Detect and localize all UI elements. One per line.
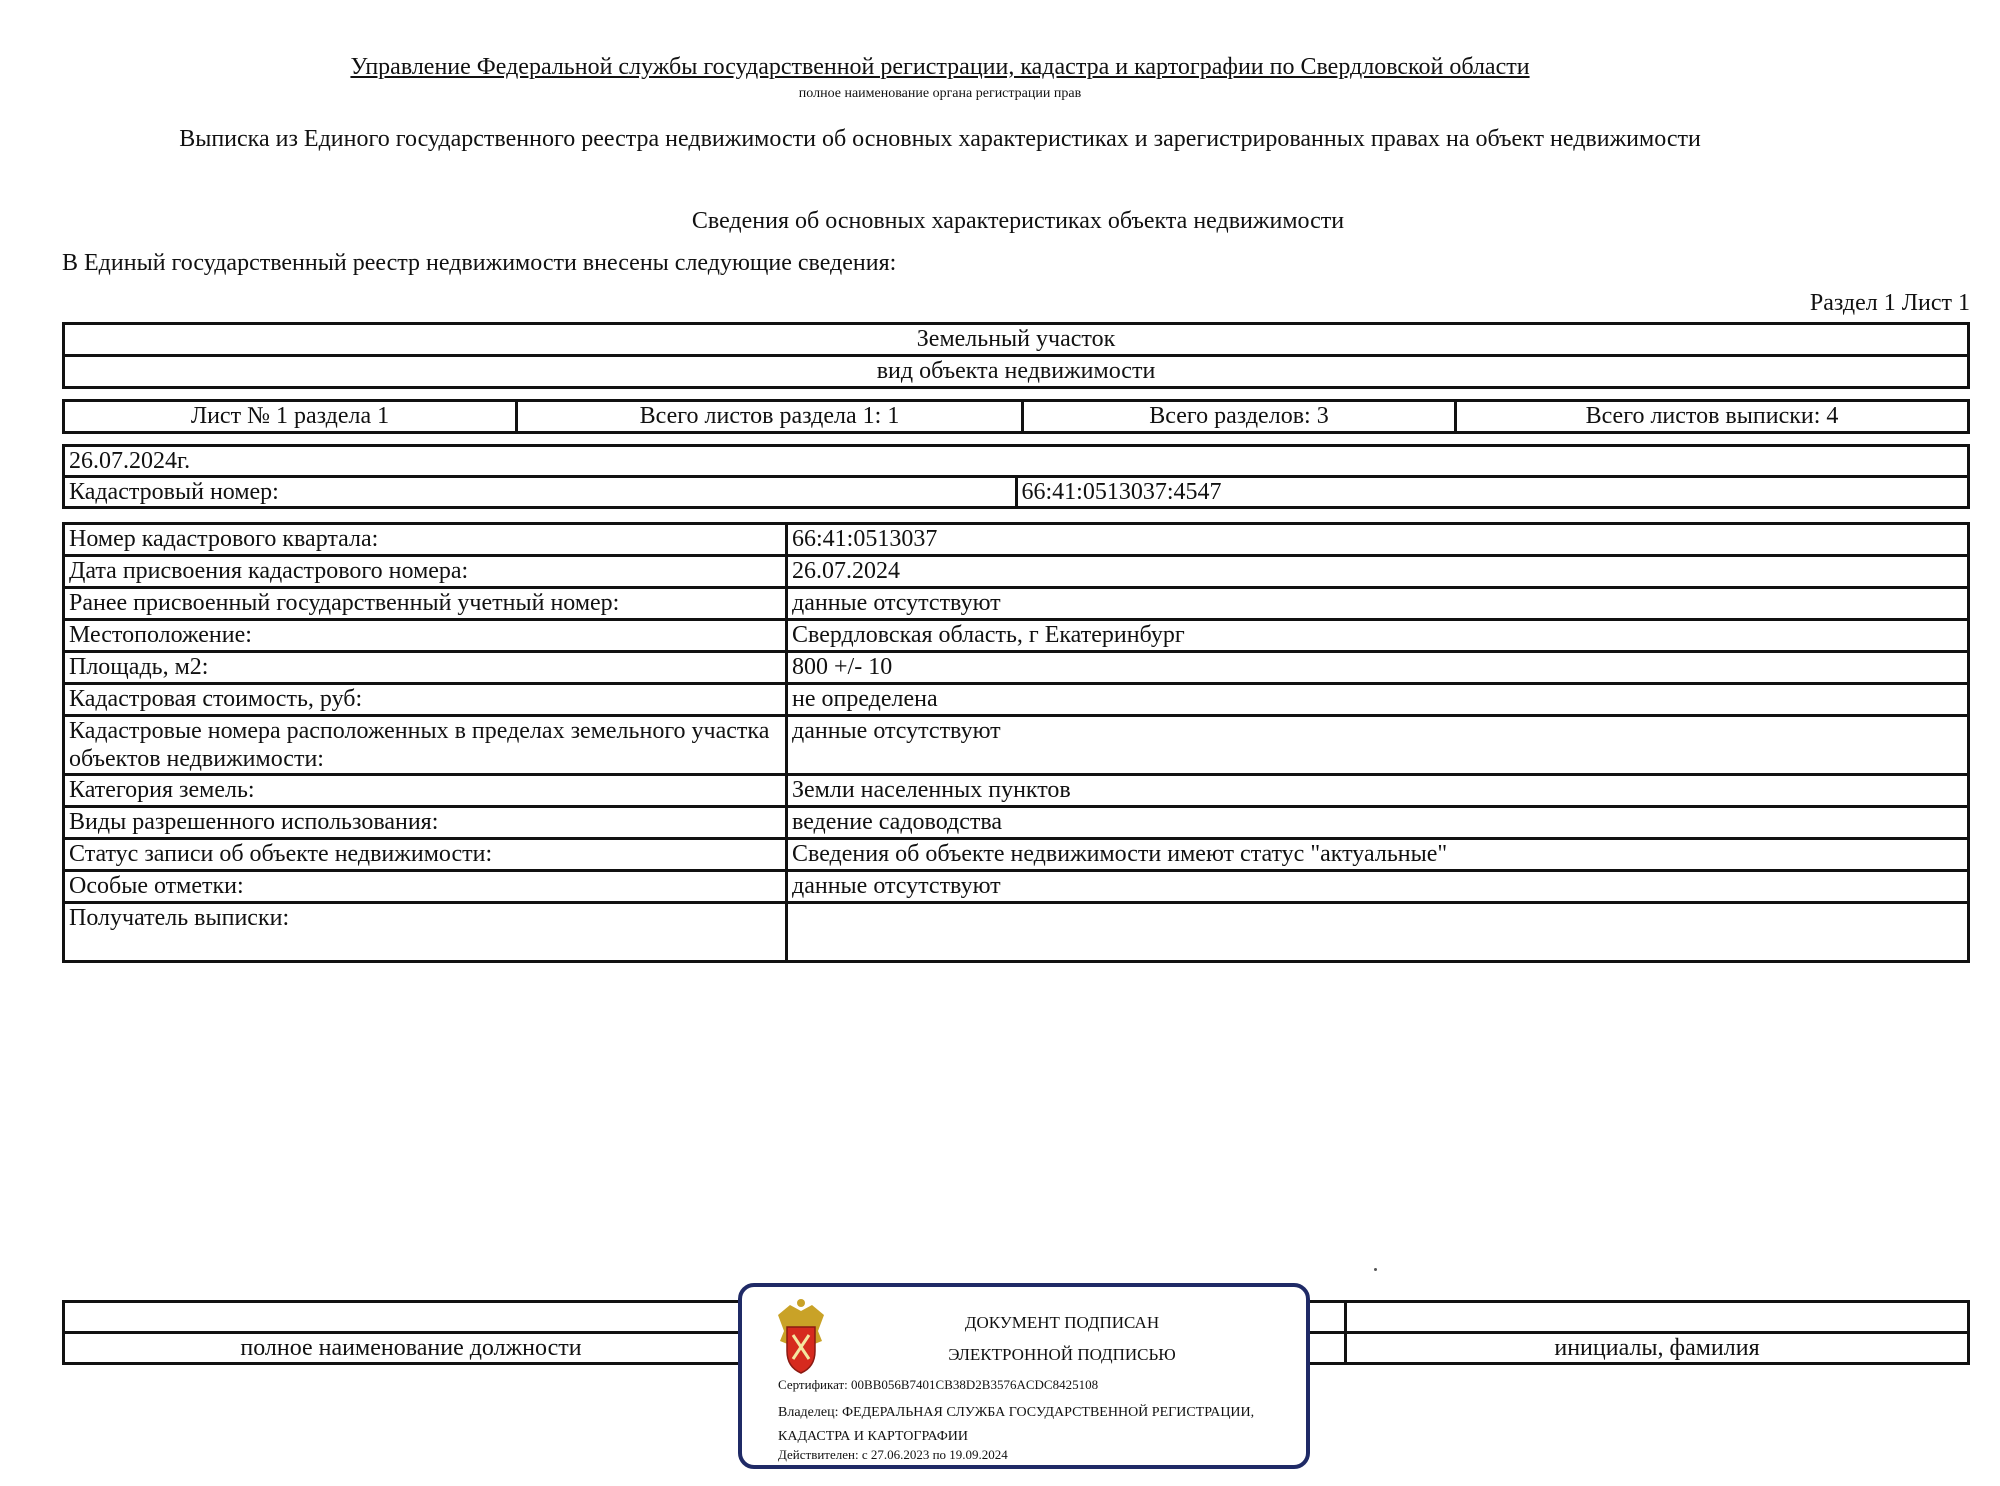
stamp-certificate: Сертификат: 00BB056B7401CB38D2B3576ACDC8425108 bbox=[778, 1377, 1099, 1392]
property-row bbox=[64, 652, 1969, 684]
header-info-table bbox=[62, 444, 1970, 509]
electronic-signature-stamp bbox=[738, 1283, 1310, 1469]
property-label: Получатель выписки: bbox=[64, 903, 787, 962]
emblem-shield bbox=[787, 1327, 815, 1373]
property-row bbox=[64, 620, 1969, 652]
property-value: 66:41:0513037 bbox=[787, 524, 1969, 556]
position-caption: полное наименование должности bbox=[64, 1333, 759, 1364]
org-name-caption: полное наименование органа регистрации прав bbox=[798, 86, 1082, 101]
property-value: Земли населенных пунктов bbox=[787, 775, 1969, 807]
property-row bbox=[64, 716, 1969, 775]
property-value: Сведения об объекте недвижимости имеют статус "актуальные" bbox=[787, 839, 1969, 871]
stamp-validity: Действителен: с 27.06.2023 по 19.09.2024 bbox=[778, 1447, 1008, 1462]
coat-of-arms-icon bbox=[772, 1297, 830, 1377]
property-label: Особые отметки: bbox=[64, 871, 787, 903]
object-type-table bbox=[62, 322, 1970, 389]
name-cell bbox=[1346, 1302, 1969, 1333]
property-row bbox=[64, 588, 1969, 620]
section-sheet-label: Раздел 1 Лист 1 bbox=[1809, 290, 1970, 316]
property-value bbox=[787, 903, 1969, 962]
property-row bbox=[64, 556, 1969, 588]
property-value: Свердловская область, г Екатеринбург bbox=[787, 620, 1969, 652]
property-value: 800 +/- 10 bbox=[787, 652, 1969, 684]
stamp-owner: Владелец: ФЕДЕРАЛЬНАЯ СЛУЖБА ГОСУДАРСТВЕННОЙ РЕГИСТРАЦИИ, КАДАСТРА И КАРТОГРАФИИ bbox=[778, 1405, 1255, 1444]
property-label: Статус записи об объекте недвижимости: bbox=[64, 839, 787, 871]
property-label: Ранее присвоенный государственный учетный номер: bbox=[64, 588, 787, 620]
property-label: Кадастровая стоимость, руб: bbox=[64, 684, 787, 716]
property-value: данные отсутствуют bbox=[787, 588, 1969, 620]
property-label: Кадастровые номера расположенных в пределах земельного участка объектов недвижимости: bbox=[64, 716, 787, 775]
cadastral-number-value: 66:41:0513037:4547 bbox=[1016, 477, 1969, 508]
property-label: Местоположение: bbox=[64, 620, 787, 652]
extract-date: 26.07.2024г. bbox=[64, 446, 1969, 477]
name-caption: инициалы, фамилия bbox=[1346, 1333, 1969, 1364]
property-row bbox=[64, 903, 1969, 962]
property-row bbox=[64, 839, 1969, 871]
property-row bbox=[64, 524, 1969, 556]
object-type-value: Земельный участок bbox=[64, 324, 1969, 356]
property-value: данные отсутствуют bbox=[787, 716, 1969, 775]
stamp-title-signed: ДОКУМЕНТ ПОДПИСАН bbox=[964, 1313, 1160, 1332]
property-value: 26.07.2024 bbox=[787, 556, 1969, 588]
stray-dot bbox=[1374, 1268, 1377, 1271]
org-name: Управление Федеральной службы государственной регистрации, кадастра и картографии по Свердловской области bbox=[350, 54, 1530, 80]
property-row bbox=[64, 807, 1969, 839]
total-sections: Всего разделов: 3 bbox=[1023, 401, 1456, 433]
properties-table bbox=[62, 522, 1970, 963]
property-label: Виды разрешенного использования: bbox=[64, 807, 787, 839]
position-cell bbox=[64, 1302, 759, 1333]
stamp-title-electronic: ЭЛЕКТРОННОЙ ПОДПИСЬЮ bbox=[948, 1345, 1176, 1364]
section-title: Сведения об основных характеристиках объекта недвижимости bbox=[691, 208, 1345, 234]
document-title: Выписка из Единого государственного реестра недвижимости об основных характеристиках и зарегистрированных правах на объект недвижимости bbox=[179, 126, 1701, 152]
property-label: Площадь, м2: bbox=[64, 652, 787, 684]
property-label: Дата присвоения кадастрового номера: bbox=[64, 556, 787, 588]
property-row bbox=[64, 775, 1969, 807]
property-row bbox=[64, 684, 1969, 716]
total-sheets-section: Всего листов раздела 1: 1 bbox=[517, 401, 1023, 433]
property-value: не определена bbox=[787, 684, 1969, 716]
sheet-number: Лист № 1 раздела 1 bbox=[64, 401, 517, 433]
property-value: ведение садоводства bbox=[787, 807, 1969, 839]
total-sheets: Всего листов выписки: 4 bbox=[1456, 401, 1969, 433]
sheets-info-table bbox=[62, 399, 1970, 434]
property-row bbox=[64, 871, 1969, 903]
property-value: данные отсутствуют bbox=[787, 871, 1969, 903]
intro-text: В Единый государственный реестр недвижимости внесены следующие сведения: bbox=[62, 250, 897, 276]
object-type-caption: вид объекта недвижимости bbox=[64, 356, 1969, 388]
cadastral-number-label: Кадастровый номер: bbox=[64, 477, 1017, 508]
property-label: Номер кадастрового квартала: bbox=[64, 524, 787, 556]
property-label: Категория земель: bbox=[64, 775, 787, 807]
